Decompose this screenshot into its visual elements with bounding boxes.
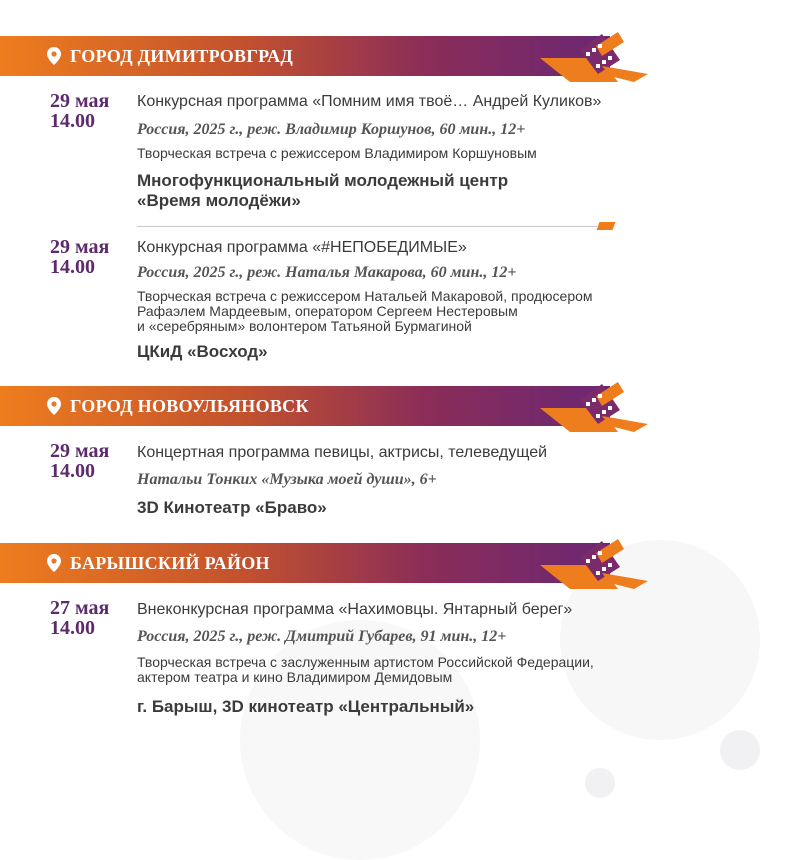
event-title: Конкурсная программа «#НЕПОБЕДИМЫЕ» — [137, 239, 467, 256]
event-credits: Россия, 2025 г., реж. Дмитрий Губарев, 91 мин., 12+ — [137, 628, 507, 645]
event-meeting: Рафаэлем Мардеевым, оператором Сергеем Нестеровым — [137, 303, 518, 319]
event-time: 14.00 — [50, 256, 95, 278]
city-title: БАРЫШСКИЙ РАЙОН — [70, 552, 270, 573]
location-pin-icon — [47, 47, 61, 65]
event-credits: Россия, 2025 г., реж. Наталья Макарова, 60 мин., 12+ — [137, 264, 517, 281]
event-venue: ЦКиД «Восход» — [137, 342, 268, 361]
event-title: Концертная программа певицы, актрисы, телеведущей — [137, 444, 548, 461]
event-time: 14.00 — [50, 617, 95, 639]
event-date: 29 мая — [50, 90, 110, 112]
event-date: 27 мая — [50, 597, 110, 619]
event-meeting: и «серебряным» волонтером Татьяной Бурмагиной — [137, 318, 472, 334]
location-pin-icon — [47, 397, 61, 415]
event-time: 14.00 — [50, 110, 95, 132]
event-meeting: Творческая встреча с заслуженным артистом Российской Федерации, — [137, 654, 594, 670]
event-venue: г. Барыш, 3D кинотеатр «Центральный» — [137, 697, 475, 716]
event-title: Внеконкурсная программа «Нахимовцы. Янтарный берег» — [137, 601, 573, 618]
event-meeting: Творческая встреча с режиссером Натальей Макаровой, продюсером — [137, 288, 593, 304]
event-credits: Натальи Тонких «Музыка моей души», 6+ — [137, 471, 437, 488]
divider — [137, 226, 597, 227]
event-date: 29 мая — [50, 440, 110, 462]
city-banner-baryshsky — [0, 543, 610, 583]
city-banner-novoulyanovsk — [0, 386, 610, 426]
event-meeting: Творческая встреча с режиссером Владимиром Коршуновым — [137, 145, 537, 161]
location-pin-icon — [47, 554, 61, 572]
event-date: 29 мая — [50, 236, 110, 258]
event-venue: Многофункциональный молодежный центр — [137, 171, 509, 190]
event-title: Конкурсная программа «Помним имя твоё… Андрей Куликов» — [137, 93, 602, 110]
event-venue: 3D Кинотеатр «Браво» — [137, 498, 327, 517]
film-strip-icon — [540, 537, 650, 597]
event-venue: «Время молодёжи» — [137, 191, 301, 210]
city-title: ГОРОД НОВОУЛЬЯНОВСК — [70, 395, 309, 416]
divider-accent — [597, 222, 616, 230]
background-circle — [585, 768, 615, 798]
event-time: 14.00 — [50, 460, 95, 482]
city-banner-dimitrovgrad — [0, 36, 610, 76]
city-title: ГОРОД ДИМИТРОВГРАД — [70, 45, 294, 66]
background-circle — [720, 730, 760, 770]
event-meeting: актером театра и кино Владимиром Демидовым — [137, 669, 453, 685]
film-strip-icon — [540, 380, 650, 440]
film-strip-icon — [540, 30, 650, 90]
event-credits: Россия, 2025 г., реж. Владимир Коршунов, 60 мин., 12+ — [137, 121, 526, 138]
